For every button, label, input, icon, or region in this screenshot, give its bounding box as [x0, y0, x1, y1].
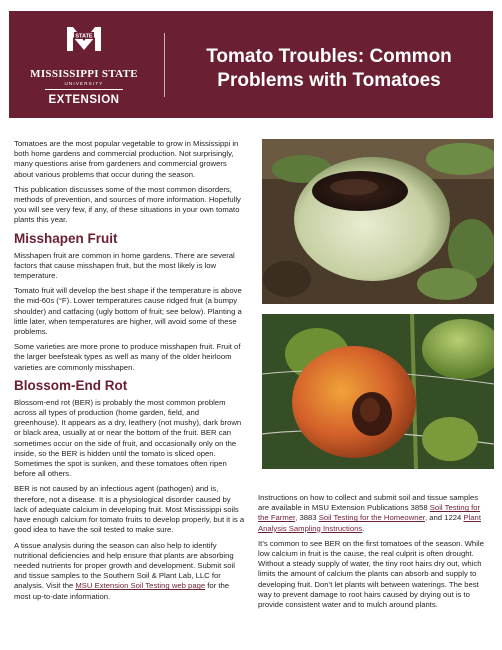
plant-analysis-sampling-link[interactable]: Plant Analysis Sampling Instructions — [258, 513, 481, 533]
right-paragraph-1-text: Instructions on how to collect and submit soil and tissue samples are available in MSU Extension Publications 3858 — [258, 493, 479, 513]
msu-extension-logo — [9, 11, 159, 118]
misshapen-paragraph-1: Misshapen fruit are common in home gardens. There are several factors that cause misshapen fruit, but the most likely is low temperature. — [14, 250, 235, 281]
misshapen-paragraph-3: Some varieties are more prone to produce misshapen fruit. Fruit of the larger beefsteak types as well as many of the older heirloom varieties are commonly misshapen. — [14, 342, 241, 372]
title-line-1: Tomato Troubles: Common — [206, 46, 452, 67]
logo-wordmark: MISSISSIPPI STATE — [30, 68, 138, 80]
photo-blossom-end-rot-green-tomato — [262, 139, 494, 304]
right-paragraph-1-mid2: , and 1224 — [424, 513, 464, 523]
misshapen-fruit-heading: Misshapen Fruit — [14, 230, 118, 246]
header-divider — [164, 33, 165, 97]
title-line-2: Problems with Tomatoes — [217, 70, 441, 91]
intro-paragraph-2: This publication discusses some of the most common disorders, methods of prevention, and sources of more information. Hopefully you will see very few, if any, of these situations in your own tomato plants this year. — [14, 184, 241, 225]
ber-paragraph-3 — [14, 541, 246, 602]
right-paragraph-2: It’s common to see BER on the first tomatoes of the season. While low calcium in fruit is the cause, the real culprit is often drought. Without a steady supply of water, the tiny root hairs dry out, which limits the amount of calcium the plants can absorb and supply to developing fruit. Don’t let plants wilt between waterings. The best way to prevent damage to root hairs caused by drying out is to provide consistent water and to mulch around plants. — [258, 538, 484, 610]
left-column — [14, 139, 246, 607]
soil-testing-web-page-link[interactable]: MSU Extension Soil Testing web page — [75, 581, 206, 591]
misshapen-paragraph-2: Tomato fruit will develop the best shape if the temperature is above the mid-60s (°F). Lower temperatures cause ridged fruit (a bumpy shoulder) and catfacing (ugly bottom of fruit; see below). Planting a little later, when temperatures are higher, will avoid some of these problems. — [14, 286, 242, 337]
right-paragraph-1-end: . — [362, 523, 365, 533]
ber-paragraph-3-tail: for the most up-to-date information. — [14, 581, 230, 601]
logo-university: UNIVERSITY — [64, 81, 104, 86]
logo-badge-text: STATE — [75, 33, 93, 40]
intro-paragraph-1: Tomatoes are the most popular vegetable to grow in Mississippi in both home gardens and commercial production. Not surprisingly, many questions arise from gardeners and commercial growers about various problems that occur during the season. — [14, 139, 239, 179]
tomato-photo-2-image — [262, 314, 494, 469]
right-paragraph-1-mid1: , 3883 — [295, 513, 319, 523]
logo-extension: EXTENSION — [48, 94, 120, 106]
logo-divider — [45, 89, 123, 90]
photo-blossom-end-rot-ripening-tomato — [262, 314, 494, 469]
soil-testing-farmer-link[interactable]: Soil Testing for the Farmer — [258, 503, 481, 523]
ber-paragraph-1: Blossom-end rot (BER) is probably the most common problem across all types of production (home garden, field, and greenhouse). It appears as a dry, leathery (not mushy), dark brown or black area, usually at or near the bottom of the fruit. BER can sometimes occur on the side of fruit, and occasionally only on the inside, so the BER is hidden until the tomato is sliced open. Sometimes the spot is sunken, and these tomatoes often ripen before all others. — [14, 397, 242, 479]
blossom-end-rot-heading: Blossom-End Rot — [14, 377, 128, 393]
right-paragraph-1 — [258, 493, 490, 534]
ber-paragraph-2: BER is not caused by an infectious agent (pathogen) and is, therefore, not a disease. It is a physiological disorder caused by lack of adequate calcium in developing fruit. Most Mississippi soils have enough calcium for tomato fruits to develop properly, but it is a good idea to have the soil tested to make sure. — [14, 484, 245, 535]
right-column — [258, 493, 490, 615]
header-banner — [9, 11, 493, 118]
page-title — [169, 45, 489, 93]
ber-paragraph-3-text: A tissue analysis during the season can also help to identify nutritional deficiencies and help ensure that plants are absorbing needed nutrients for proper growth and development. Submit soil and tissue samples to the Southern Soil & Plant Lab, LLC for analysis. Visit the — [14, 540, 235, 591]
msu-m-logo-icon — [65, 23, 103, 53]
tomato-photo-1-image — [262, 139, 494, 304]
soil-testing-homeowner-link[interactable]: Soil Testing for the Homeowner — [318, 513, 425, 523]
